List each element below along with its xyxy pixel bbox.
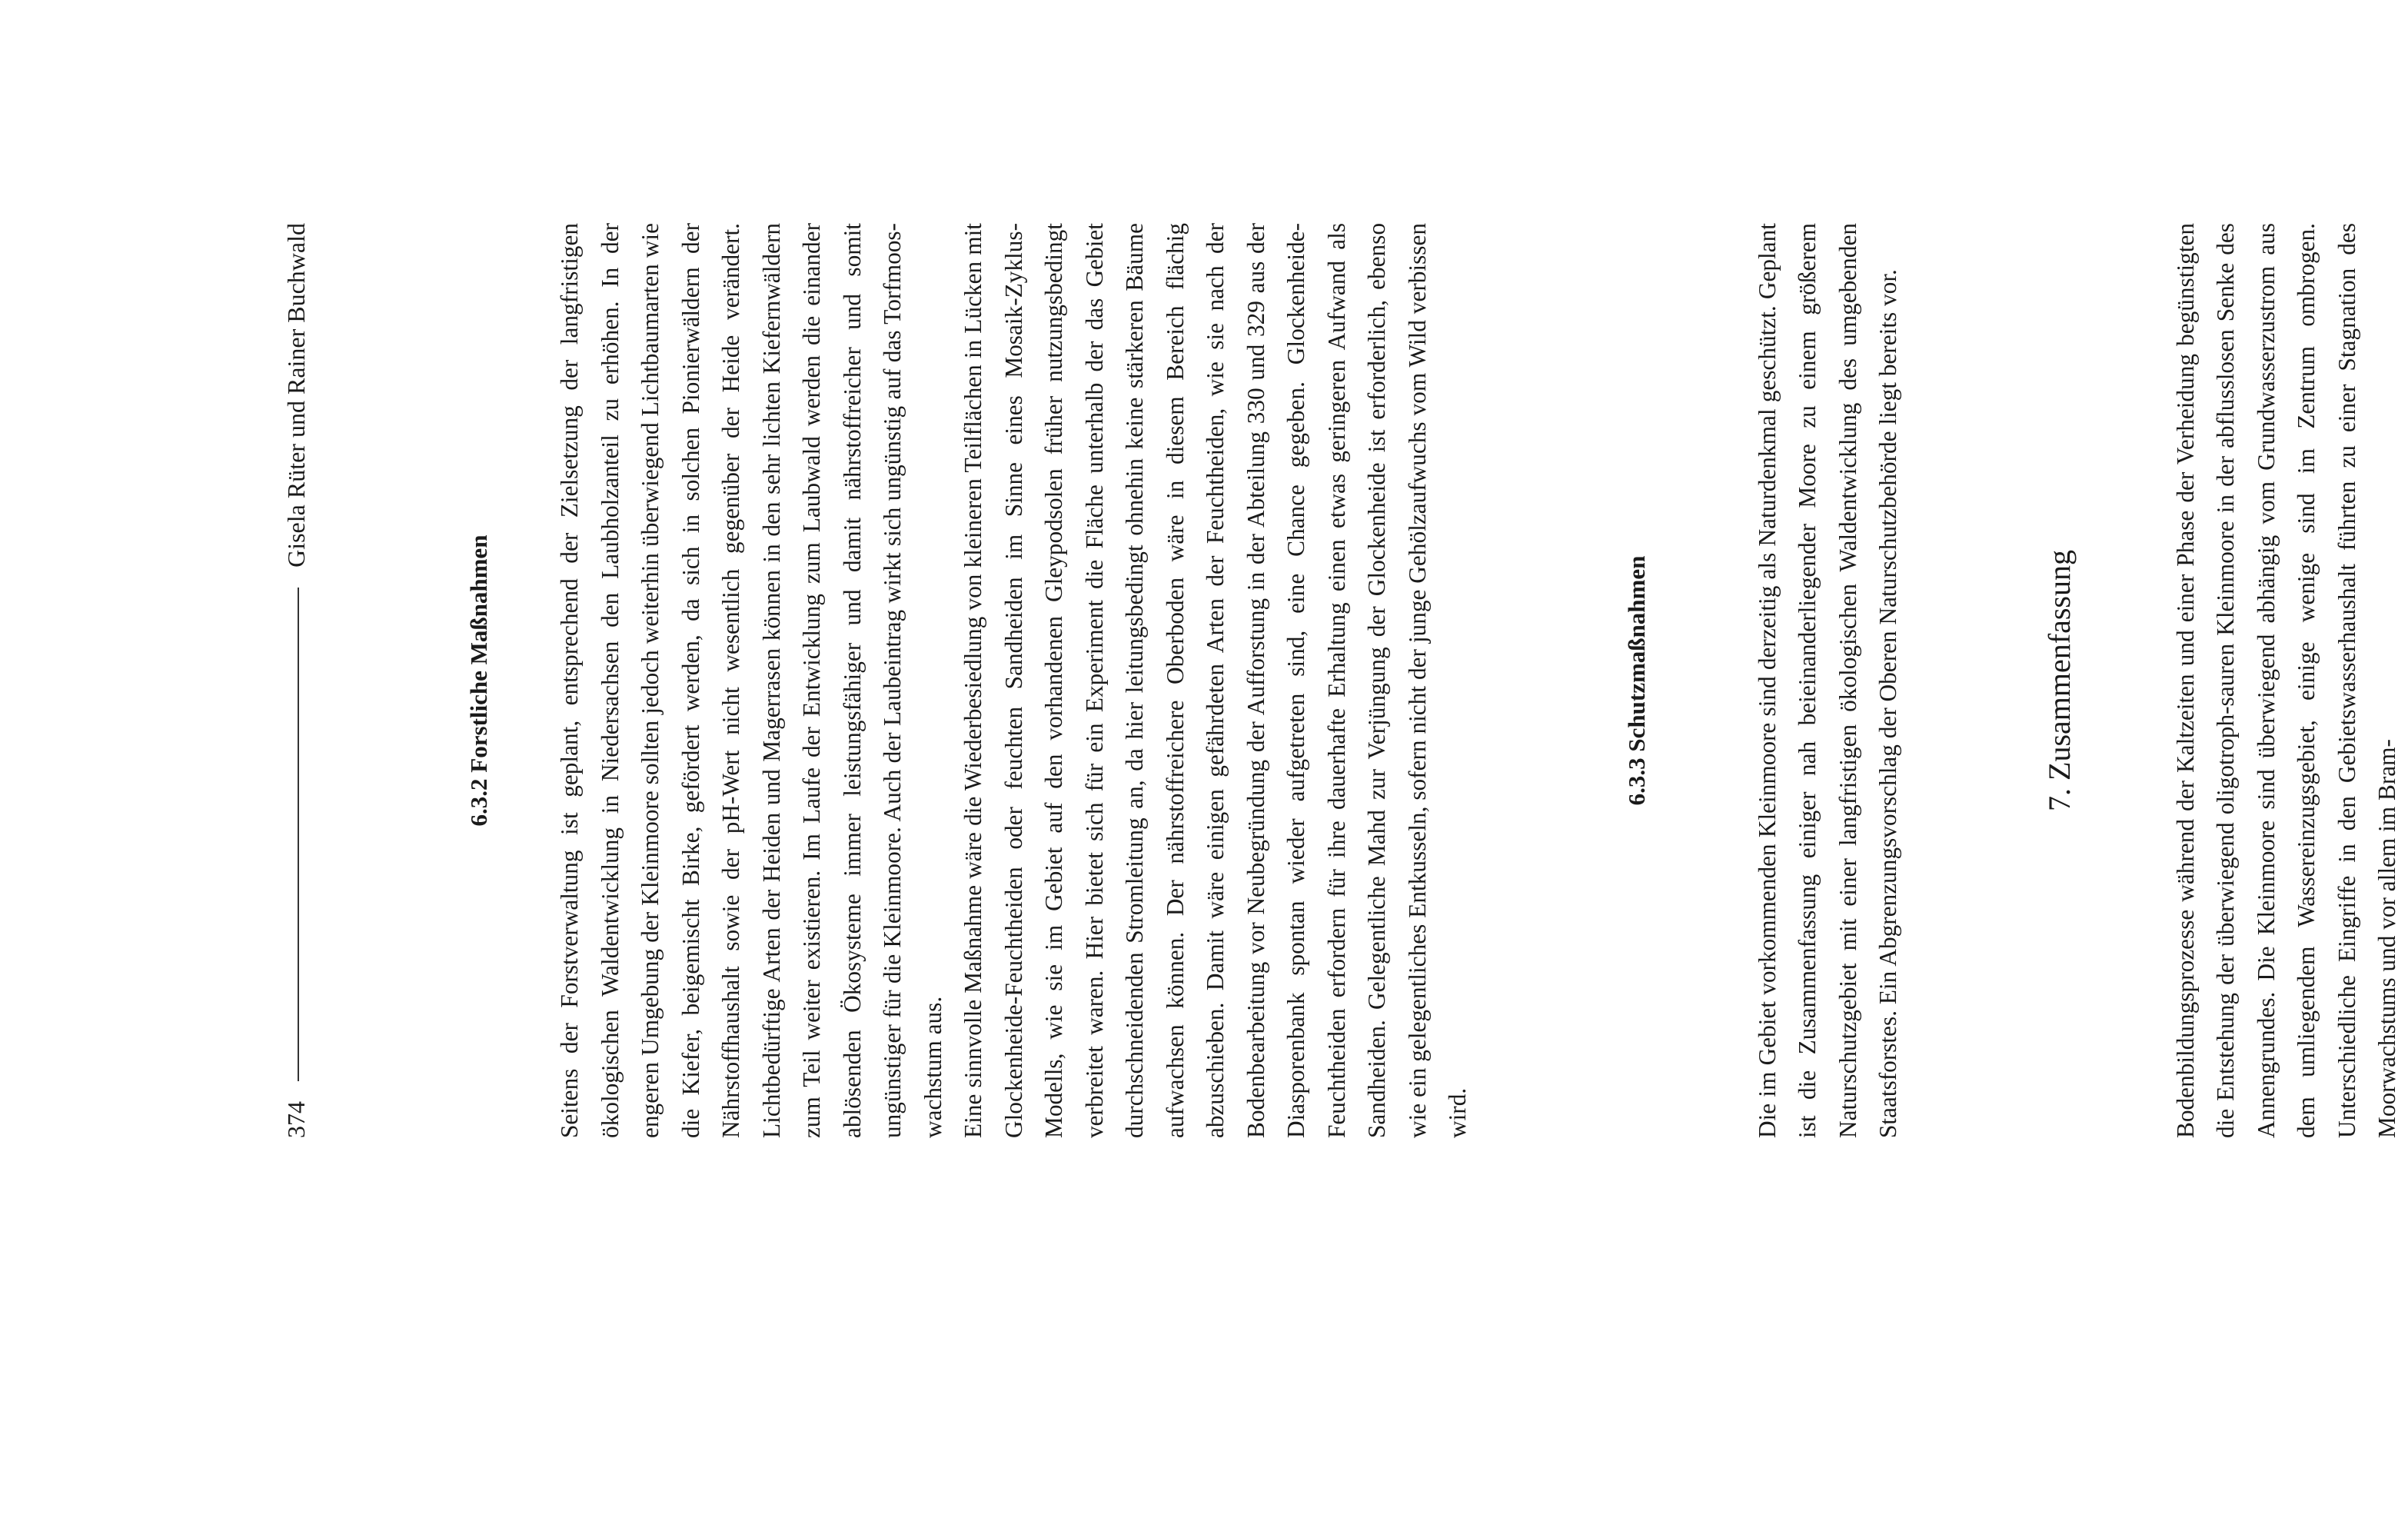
paragraph-zusammenfassung: Bodenbildungsprozesse während der Kaltzeiten und einer Phase der Verheidung begünstigten die Entstehung der überwiegend oligotroph-sauren Kleinmoore in der abflusslosen Senke des Annengrundes. Die Kleinmoore sind überwiegend abhängig vom Grundwasserzustrom aus dem umliegendem Wassereinzugsgebiet, einige wenige sind im Zentrum ombrogen. Unterschiedliche Eingriffe in den Gebietswasserhaushalt führten zu einer Stagnation des Moorwachstums und vor allem im Bram- bbox=[2171, 223, 2400, 1138]
section-heading-schutzmassnahmen: 6.3.3 Schutzmaßnahmen bbox=[1622, 555, 1650, 806]
paragraph-naturdenkmal: Die im Gebiet vorkommenden Kleinmoore sind derzeitig als Naturdenkmal geschützt. Geplant ist die Zusammenfassung einiger nah beieinanderliegender Moore zu einem größerem Naturschutzgebiet mit einer langfristigen ökologischen Waldentwicklung des umgebenden Staatsforstes. Ein Abgrenzungsvorschlag der Oberen Naturschutzbehörde liegt bereits vor. bbox=[1753, 223, 1901, 1138]
page-body bbox=[459, 223, 2408, 1138]
paragraph-wiederbesiedlung: Eine sinnvolle Maßnahme wäre die Wiederbesiedlung von kleineren Teilflächen in Lücken mit Glockenheide-Feuchtheiden oder feuchten Sandheiden im Sinne eines Mosaik-Zyklus-Modells, wie sie im Gebiet auf den vorhandenen Gleypodsolen früher nutzungsbedingt verbreitet waren. Hier bietet sich für ein Experiment die Fläche unterhalb der das Gebiet durchschneidenden Stromleitung an, da hier leitungsbedingt ohnehin keine stärkeren Bäume aufwachsen können. Der nährstoffreichere Oberboden wäre in diesem Bereich flächig abzuschieben. Damit wäre einigen gefährdeten Arten der Feuchtheiden, wie sie nach der Bodenbearbeitung vor Neubegründung der Aufforstung in der Abteilung 330 und 329 aus der Diasporenbank spontan wieder aufgetreten sind, eine Chance gegeben. Glockenheide-Feuchtheiden erfordern für ihre dauerhafte Erhaltung einen etwas geringeren Aufwand als Sandheiden. Gelegentliche Mahd zur Verjüngung der Glockenheide ist erforderlich, ebenso wie ein gelegentliches Entkusseln, sofern nicht der junge Gehölzaufwuchs vom Wild verbissen wird. bbox=[960, 223, 1471, 1138]
paragraph-forstverwaltung: Seitens der Forstverwaltung ist geplant, entsprechend der Zielsetzung der langfristigen ökologischen Waldentwicklung in Niedersachsen den Laubholzanteil zu erhöhen. In der engeren Umgebung der Kleinmoore sollten jedoch weiterhin überwiegend Lichtbaumarten wie die Kiefer, beigemischt Birke, gefördert werden, da sich in solchen Pionierwäldern der Nährstoffhaushalt sowie der pH-Wert nicht wesentlich gegenüber der Heide verändert. Lichtbedürftige Arten der Heiden und Magerrasen können in den sehr lichten Kiefernwäldern zum Teil weiter existieren. Im Laufe der Entwicklung zum Laubwald werden die einander ablösenden Ökosysteme immer leistungsfähiger und damit nährstoffreicher und somit ungünstiger für die Kleinmoore. Auch der Laubeintrag wirkt sich ungünstig auf das Torfmooswachstum aus. bbox=[556, 223, 946, 1138]
running-header bbox=[282, 223, 311, 1138]
running-head-authors: Gisela Rüter und Rainer Buchwald bbox=[282, 223, 310, 568]
chapter-heading-zusammenfassung: 7. Zusammenfassung bbox=[2041, 550, 2077, 811]
book-page bbox=[90, 169, 2400, 1369]
header-rule bbox=[298, 588, 299, 1081]
page-number: 374 bbox=[282, 1101, 310, 1138]
section-heading-forstliche-massnahmen: 6.3.2 Forstliche Maßnahmen bbox=[465, 534, 492, 827]
